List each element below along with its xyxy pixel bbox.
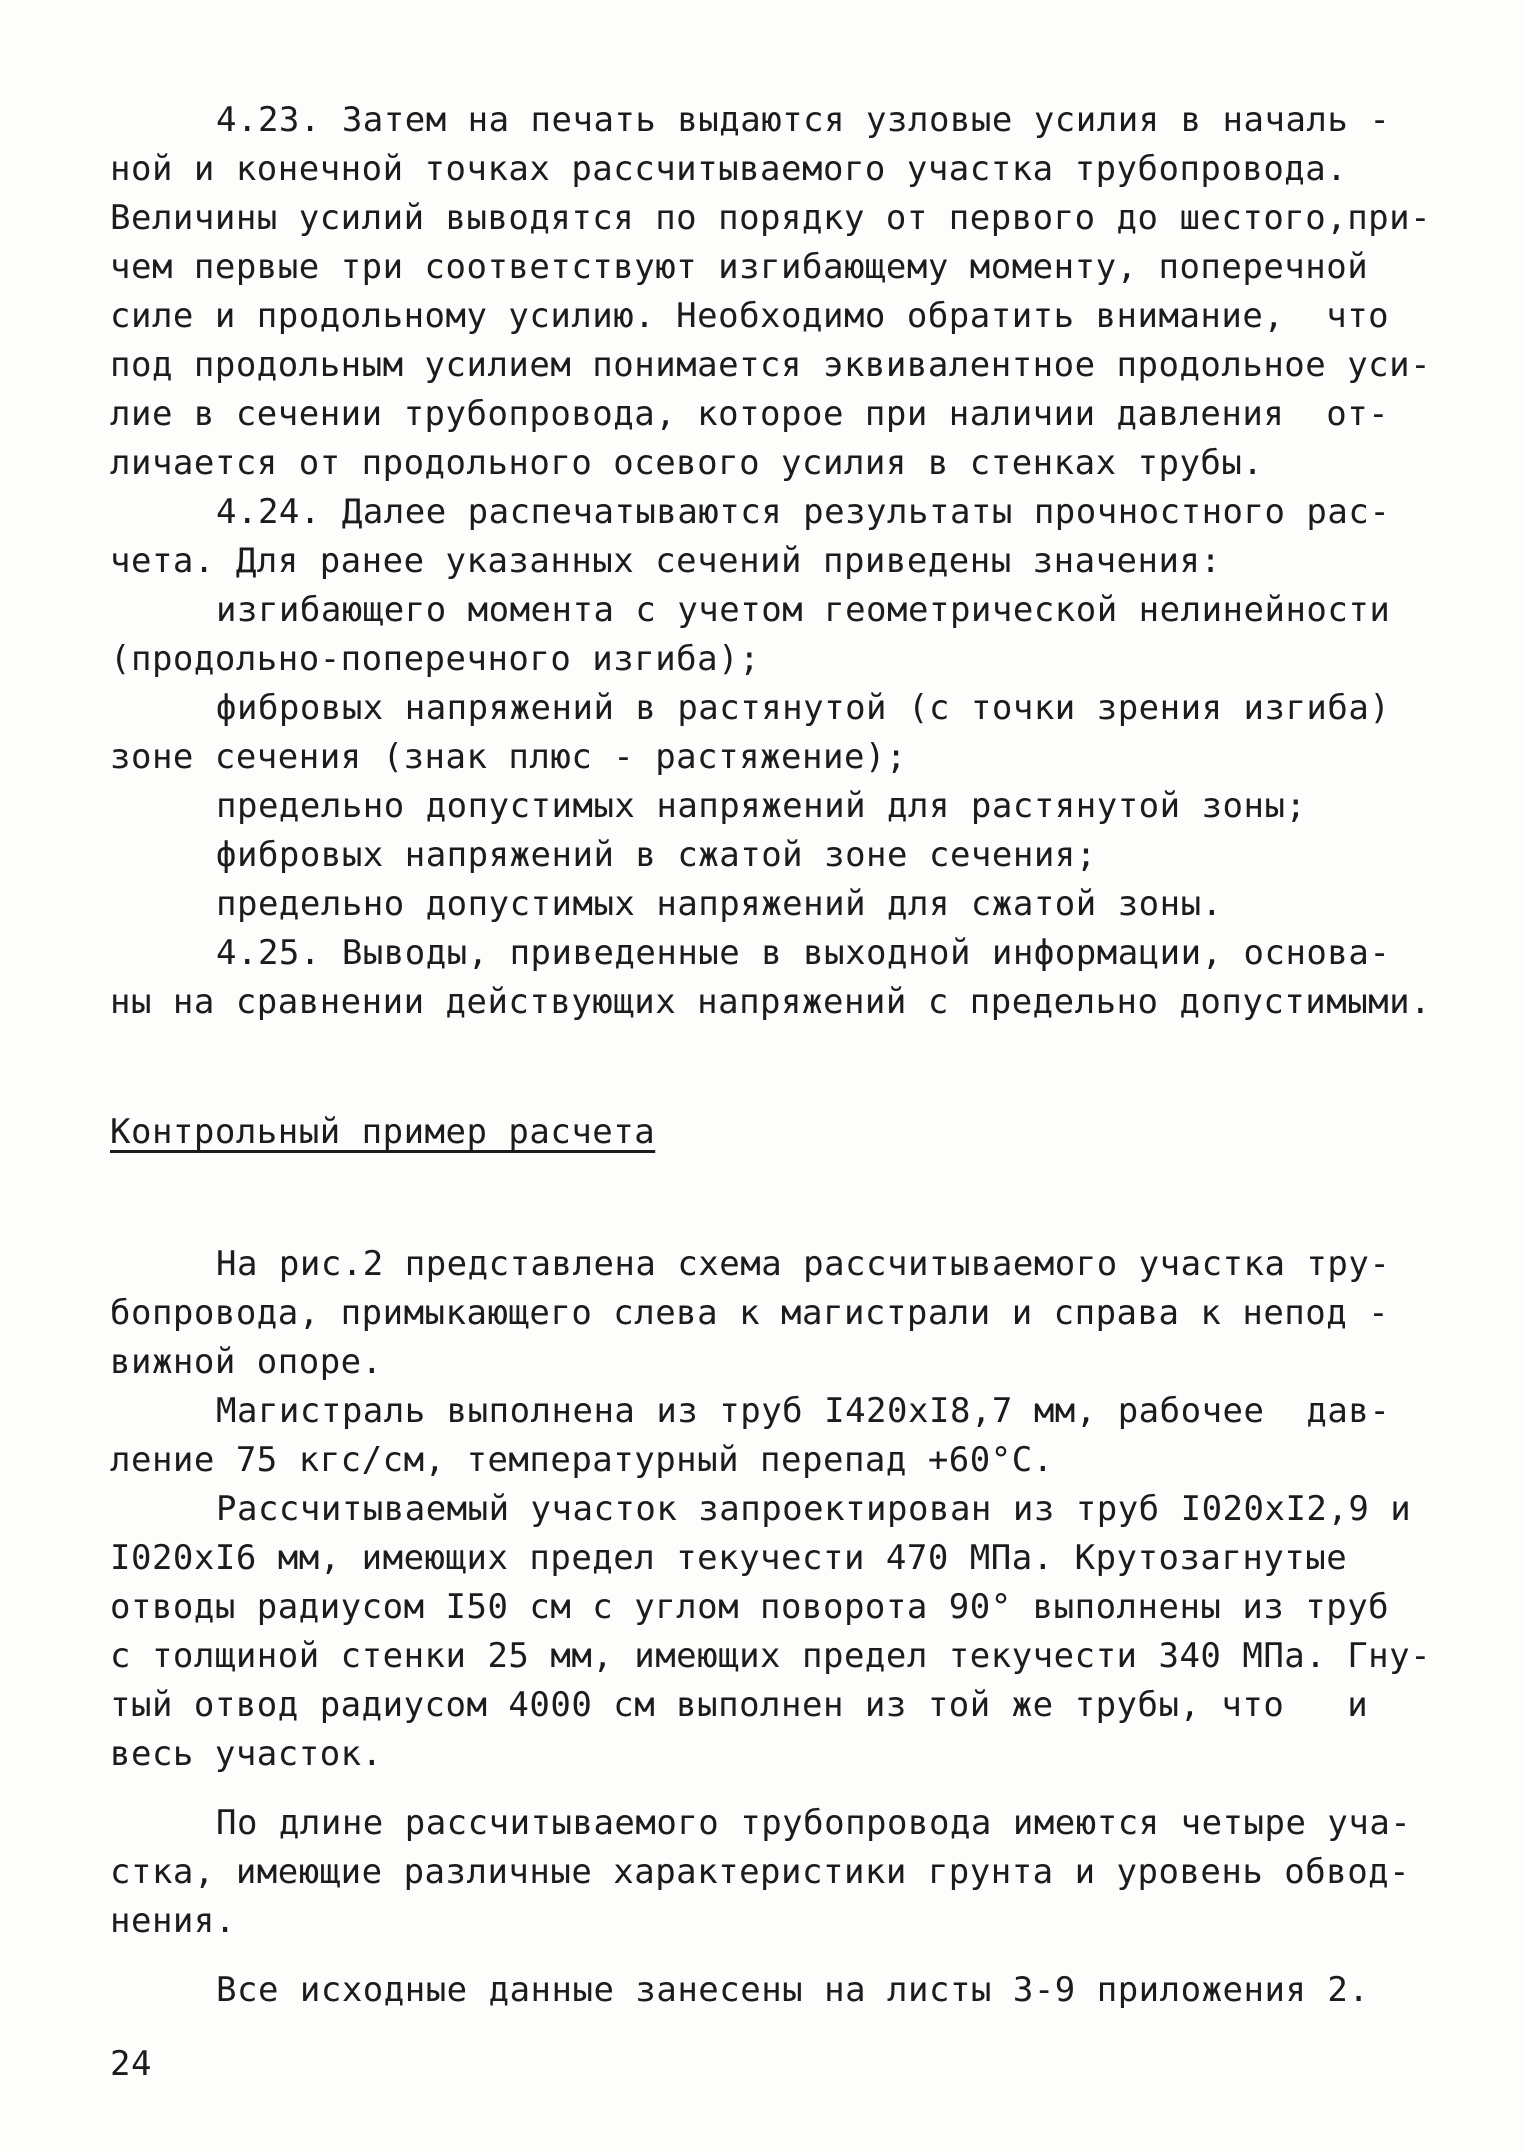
- p424-line-5: фибровых напряжений в растянутой (с точки зрения изгиба): [216, 688, 1391, 728]
- example-line-8: отводы радиусом I50 см с углом поворота 90° выполнены из труб: [110, 1587, 1390, 1627]
- p424-line-2: чета. Для ранее указанных сечений приведены значения:: [110, 541, 1222, 581]
- example-line-4: Магистраль выполнена из труб I420xI8,7 мм, рабочее дав-: [216, 1391, 1391, 1431]
- example-line-5: ление 75 кгс/см, температурный перепад +60°С.: [110, 1440, 1054, 1480]
- p423-line-4: чем первые три соответствуют изгибающему моменту, поперечной: [110, 247, 1369, 287]
- example-line-7: I020xI6 мм, имеющих предел текучести 470 МПа. Крутозагнутые: [110, 1538, 1348, 1578]
- p423-line-8: личается от продольного осевого усилия в стенках трубы.: [110, 443, 1264, 483]
- example-line-9: с толщиной стенки 25 мм, имеющих предел текучести 340 МПа. Гну-: [110, 1636, 1432, 1676]
- p423-line-7: лие в сечении трубопровода, которое при наличии давления от-: [110, 394, 1390, 434]
- p425-line-2: ны на сравнении действующих напряжений с предельно допустимыми.: [110, 982, 1432, 1022]
- p425-line-1: 4.25. Выводы, приведенные в выходной информации, основа-: [216, 933, 1391, 973]
- example-line-11: весь участок.: [110, 1734, 383, 1774]
- example-line-1: На рис.2 представлена схема рассчитываемого участка тру-: [216, 1244, 1391, 1284]
- p424-line-7: предельно допустимых напряжений для растянутой зоны;: [216, 786, 1307, 826]
- example-line-12: По длине рассчитываемого трубопровода имеются четыре уча-: [216, 1803, 1412, 1843]
- example-line-3: вижной опоре.: [110, 1342, 383, 1382]
- p424-line-1: 4.24. Далее распечатываются результаты прочностного рас-: [216, 492, 1391, 532]
- p423-line-6: под продольным усилием понимается эквивалентное продольное уси-: [110, 345, 1432, 385]
- example-line-10: тый отвод радиусом 4000 см выполнен из той же трубы, что и: [110, 1685, 1369, 1725]
- p424-line-9: предельно допустимых напряжений для сжатой зоны.: [216, 884, 1223, 924]
- p424-line-6: зоне сечения (знак плюс - растяжение);: [110, 737, 907, 777]
- example-line-15: Все исходные данные занесены на листы 3-9 приложения 2.: [216, 1970, 1370, 2010]
- page-number: 24: [110, 2044, 152, 2084]
- p423-line-1: 4.23. Затем на печать выдаются узловые усилия в началь -: [216, 100, 1391, 140]
- p424-line-8: фибровых напряжений в сжатой зоне сечения;: [216, 835, 1097, 875]
- p423-line-3: Величины усилий выводятся по порядку от первого до шестого,при-: [110, 198, 1432, 238]
- example-line-2: бопровода, примыкающего слева к магистрали и справа к непод -: [110, 1293, 1390, 1333]
- section-heading: Контрольный пример расчета: [110, 1112, 656, 1152]
- example-line-6: Рассчитываемый участок запроектирован из труб I020xI2,9 и: [216, 1489, 1412, 1529]
- p423-line-2: ной и конечной точках рассчитываемого участка трубопровода.: [110, 149, 1348, 189]
- p424-line-3: изгибающего момента с учетом геометрической нелинейности: [216, 590, 1391, 630]
- p424-line-4: (продольно-поперечного изгиба);: [110, 639, 761, 679]
- p423-line-5: силе и продольному усилию. Необходимо обратить внимание, что: [110, 296, 1390, 336]
- example-line-13: стка, имеющие различные характеристики грунта и уровень обвод-: [110, 1852, 1411, 1892]
- example-line-14: нения.: [110, 1901, 236, 1941]
